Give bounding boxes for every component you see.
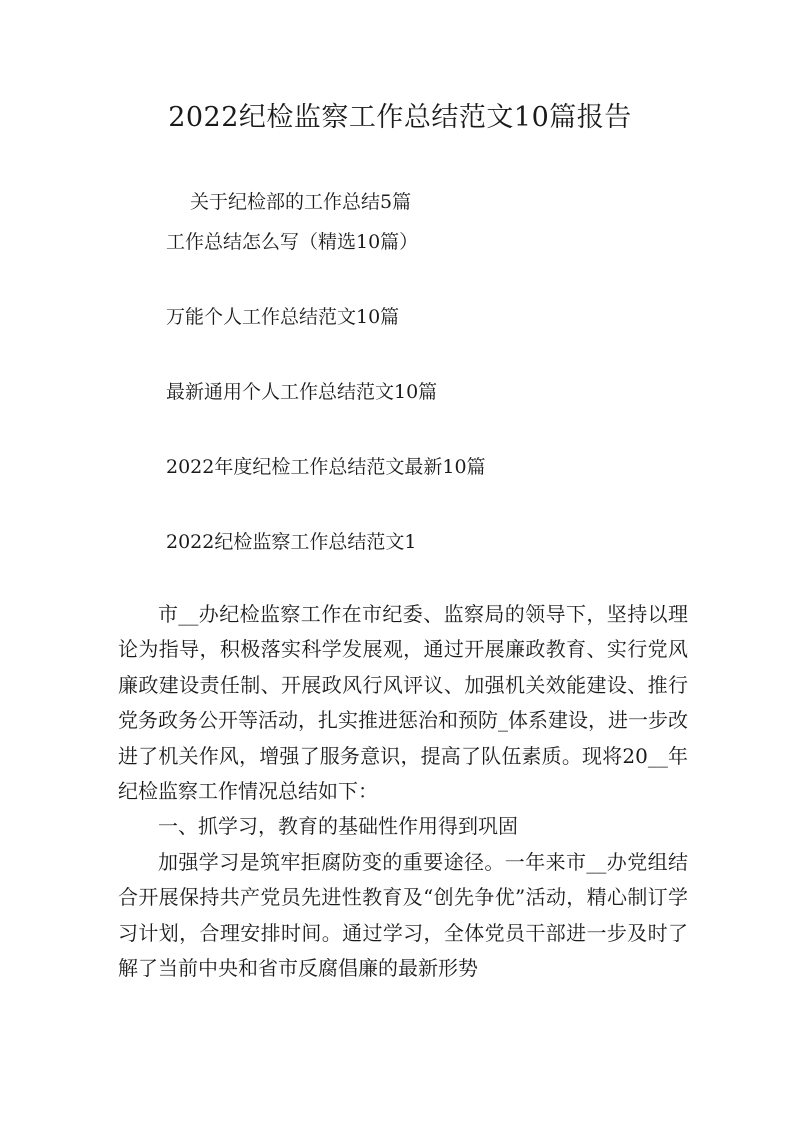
body-paragraph: 市__办纪检监察工作在市纪委、监察局的领导下，坚持以理论为指导，积极落实科学发展观，通过开展廉政教育、实行党风廉政建设责任制、开展政风行风评议、加强机关效能建设、推行党务政务公开等活动，扎实推进惩治和预防_体系建设，进一步改进了机关作风，增强了服务意识，提高了队伍素质。现将20__年纪检监察工作情况总结如下：: [118, 602, 688, 804]
subheading-paragraph: 一、抓学习，教育的基础性作用得到巩固: [158, 814, 518, 839]
related-link[interactable]: 2022年度纪检工作总结范文最新10篇: [166, 456, 486, 478]
section-title: 2022纪检监察工作总结范文1: [166, 531, 417, 553]
related-link[interactable]: 万能个人工作总结范文10篇: [166, 306, 400, 328]
document-title: 2022纪检监察工作总结范文10篇报告: [168, 102, 632, 133]
related-link[interactable]: 最新通用个人工作总结范文10篇: [166, 381, 438, 403]
related-link[interactable]: 工作总结怎么写（精选10篇）: [166, 231, 419, 253]
article-body: [118, 597, 688, 986]
related-link[interactable]: 关于纪检部的工作总结5篇: [190, 191, 412, 213]
body-paragraph: 加强学习是筑牢拒腐防变的重要途径。一年来市__办党组结合开展保持共产党员先进性教育及“创先争优”活动，精心制订学习计划，合理安排时间。通过学习，全体党员干部进一步及时了解了当前中央和省市反腐倡廉的最新形势: [118, 849, 688, 981]
